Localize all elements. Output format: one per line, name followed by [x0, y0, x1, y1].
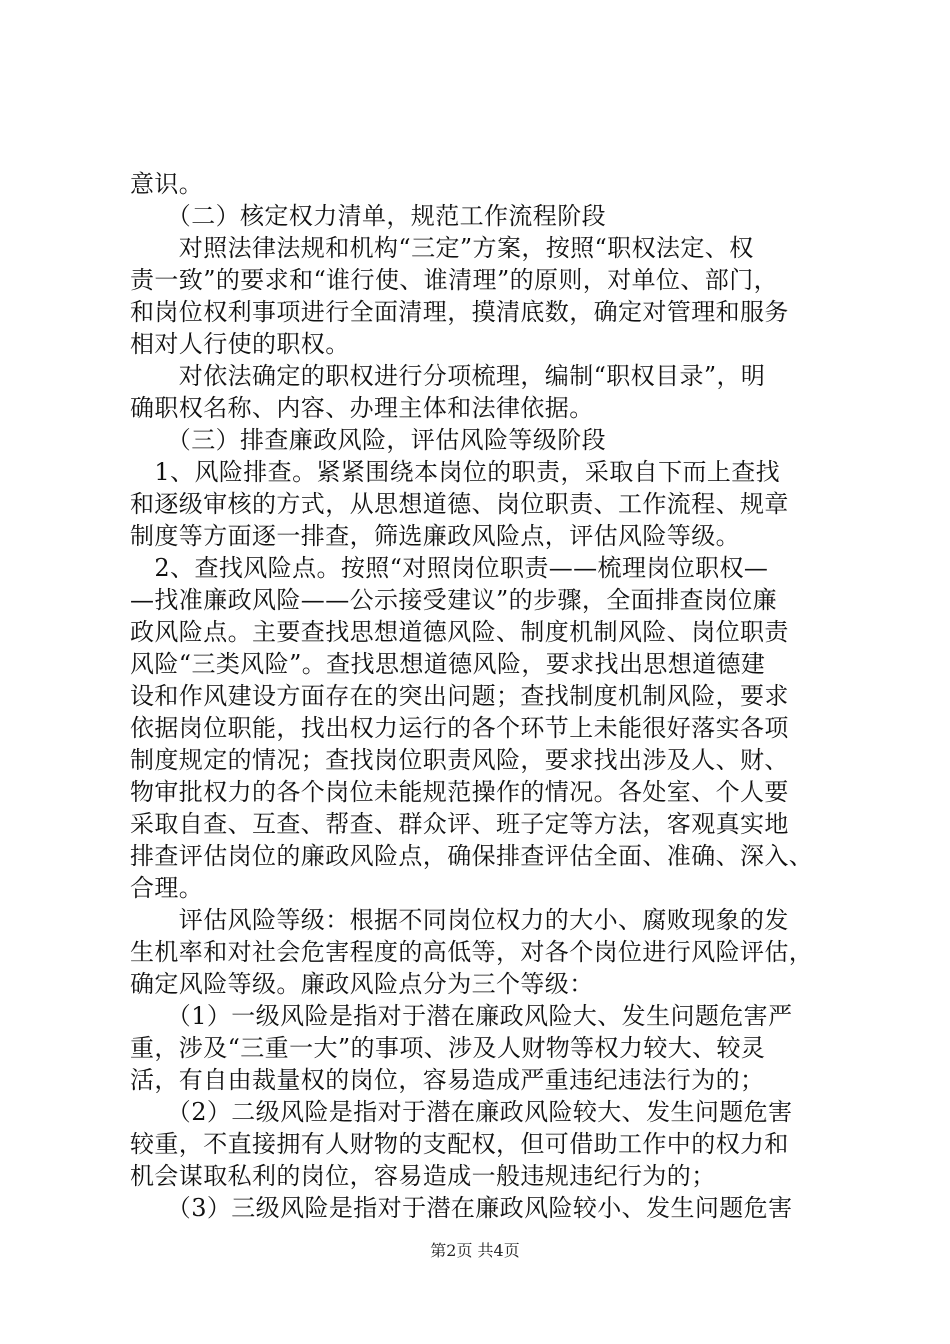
- text-line: 和逐级审核的方式，从思想道德、岗位职责、工作流程、规章: [130, 490, 789, 518]
- text-line: 政风险点。主要查找思想道德风险、制度机制风险、岗位职责: [130, 618, 789, 646]
- page-footer: 第2页 共4页: [430, 1241, 520, 1260]
- text-line: 依据岗位职能，找出权力运行的各个环节上未能很好落实各项: [130, 714, 789, 742]
- text-line: 合理。: [130, 874, 204, 902]
- text-line: 对照法律法规和机构“三定”方案，按照“职权法定、权: [130, 234, 754, 262]
- text-line: 对依法确定的职权进行分项梳理，编制“职权目录”，明: [130, 362, 766, 390]
- text-line: —找准廉政风险——公示接受建议”的步骤，全面排查岗位廉: [130, 586, 778, 614]
- text-line: 制度等方面逐一排查，筛选廉政风险点，评估风险等级。: [130, 522, 740, 550]
- text-line: 制度规定的情况；查找岗位职责风险，要求找出涉及人、财、: [130, 746, 789, 774]
- text-line: 生机率和对社会危害程度的高低等，对各个岗位进行风险评估，: [130, 938, 814, 966]
- text-line: 物审批权力的各个岗位未能规范操作的情况。各处室、个人要: [130, 778, 789, 806]
- text-line: 采取自查、互查、帮查、群众评、班子定等方法，客观真实地: [130, 810, 789, 838]
- text-line: 重，涉及“三重一大”的事项、涉及人财物等权力较大、较灵: [130, 1034, 766, 1062]
- text-line: 较重，不直接拥有人财物的支配权，但可借助工作中的权力和: [130, 1130, 789, 1158]
- text-line: 活，有自由裁量权的岗位，容易造成严重违纪违法行为的；: [130, 1066, 765, 1094]
- text-line: （1）一级风险是指对于潜在廉政风险大、发生问题危害严: [130, 1002, 793, 1030]
- document-body: [130, 168, 850, 1224]
- text-line: 责一致”的要求和“谁行使、谁清理”的原则，对单位、部门，: [130, 266, 779, 294]
- text-line: 设和作风建设方面存在的突出问题；查找制度机制风险，要求: [130, 682, 789, 710]
- text-line: （三）排查廉政风险，评估风险等级阶段: [130, 426, 606, 454]
- text-line: 和岗位权利事项进行全面清理，摸清底数，确定对管理和服务: [130, 298, 789, 326]
- text-line: （2）二级风险是指对于潜在廉政风险较大、发生问题危害: [130, 1098, 793, 1126]
- text-line: 排查评估岗位的廉政风险点，确保排查评估全面、准确、深入、: [130, 842, 814, 870]
- text-line: 相对人行使的职权。: [130, 330, 350, 358]
- text-line: 确定风险等级。廉政风险点分为三个等级：: [130, 970, 594, 998]
- text-line: 机会谋取私利的岗位，容易造成一般违规违纪行为的；: [130, 1162, 716, 1190]
- text-line: 评估风险等级：根据不同岗位权力的大小、腐败现象的发: [130, 906, 789, 934]
- text-line: 确职权名称、内容、办理主体和法律依据。: [130, 394, 594, 422]
- text-line: 风险“三类风险”。查找思想道德风险，要求找出思想道德建: [130, 650, 766, 678]
- text-line: 2、查找风险点。按照“对照岗位职责——梳理岗位职权—: [130, 554, 769, 582]
- text-line: （二）核定权力清单，规范工作流程阶段: [130, 202, 606, 230]
- text-line: （3）三级风险是指对于潜在廉政风险较小、发生问题危害: [130, 1194, 793, 1222]
- text-line: 意识。: [130, 170, 204, 198]
- text-line: 1、风险排查。紧紧围绕本岗位的职责，采取自下而上查找: [130, 458, 781, 486]
